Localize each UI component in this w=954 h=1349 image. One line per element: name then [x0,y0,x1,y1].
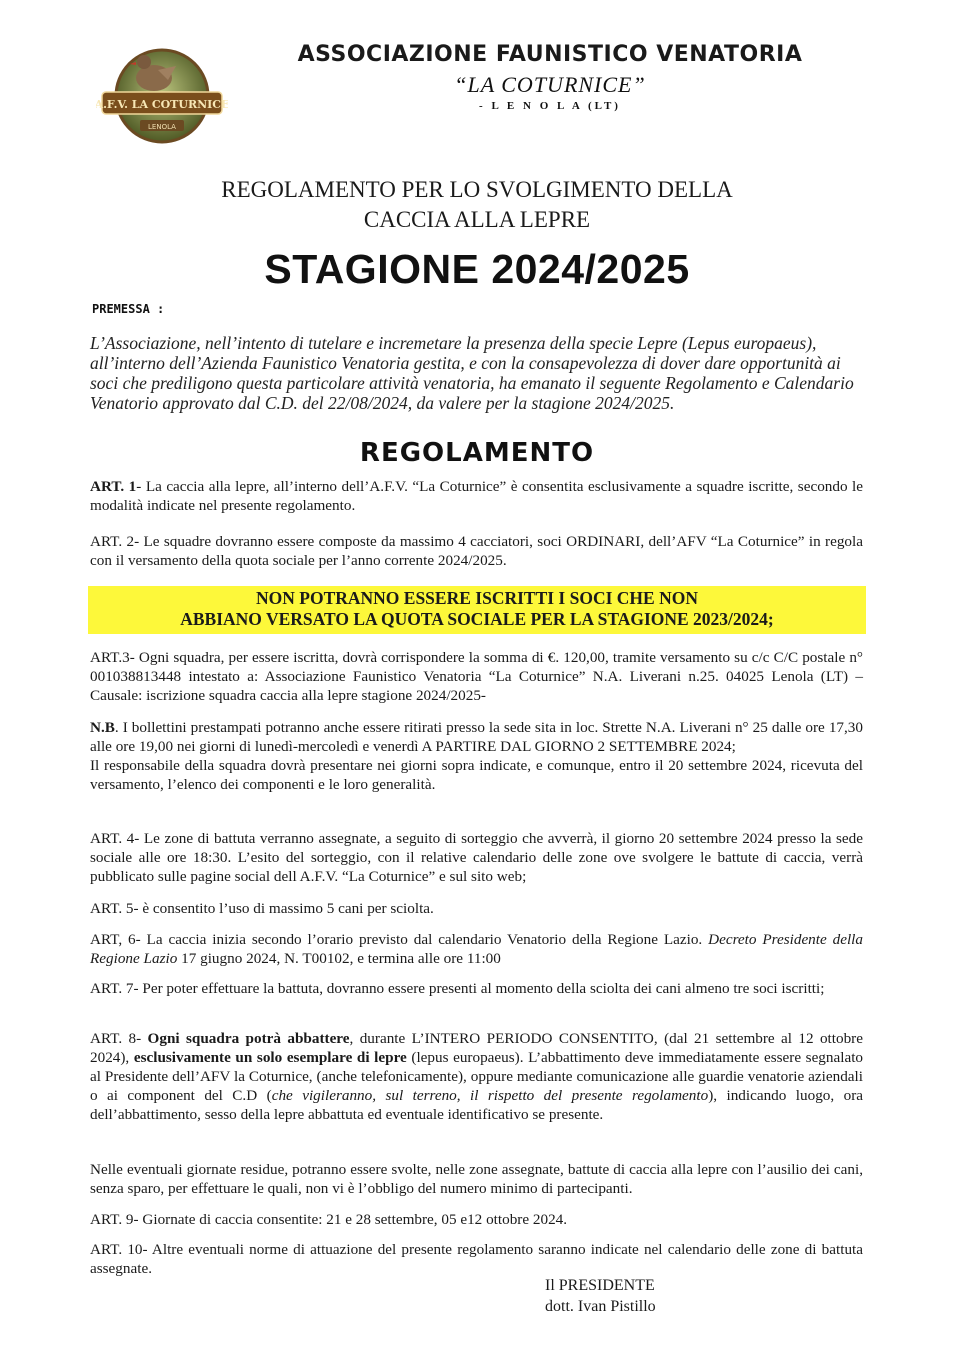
season-title: STAGIONE 2024/2025 [264,246,690,292]
art8-paragraph [90,1029,863,1124]
nb-text2: Il responsabile della squadra dovrà presentare nei giorni sopra indicate, e comunque, entro il 20 settembre 2024, ricevuta del versamento, l’elenco dei componenti e le loro generalità. [90,757,863,793]
art8-text3: ), indicando luogo, ora dell’abbattimento, sesso della lepre abbattuta ed eventuale identificativo se presente. [90,1087,864,1123]
premessa-label: PREMESSA : [92,302,165,316]
art8-text1: , durante L’INTERO PERIODO CONSENTITO, (dal 21 settembre al 12 ottobre 2024), [90,1030,863,1066]
art6-text-a: ART, 6- La caccia inizia secondo l’orario previsto dal calendario Venatorio della Regione Lazio. [90,931,709,948]
art7-paragraph: ART. 7- Per poter effettuare la battuta, dovranno essere presenti al momento della sciolta dei cani almeno tre soci iscritti; [90,980,825,997]
nb-paragraph [90,718,863,794]
art1-paragraph [90,477,863,515]
signature-name: dott. Ivan Pistillo [545,1298,656,1315]
banner-line1: NON POTRANNO ESSERE ISCRITTI I SOCI CHE NON [256,588,698,608]
art8-label: ART. 8- [90,1030,148,1047]
art10-paragraph: ART. 10- Altre eventuali norme di attuazione del presente regolamento saranno indicate nel calendario delle zone di battuta assegnate. [90,1241,863,1277]
nb-label: N.B [90,719,115,736]
signature-role: Il PRESIDENTE [545,1277,655,1294]
nb-text: . I bollettini prestampati potranno anche essere ritirati presso la sede sita in loc. Strette N.A. Liverani n° 25 dalle ore 17,30 alle ore 19,00 nei giorni di lunedì-mercoledì e venerdì A PARTIRE DAL GIORNO 2 SETTEMBRE 2024; [90,719,863,755]
document-title-line2: CACCIA ALLA LEPRE [363,207,591,232]
logo-subtext: LENOLA [148,123,176,131]
art2-paragraph: ART. 2- Le squadre dovranno essere composte da massimo 4 cacciatori, soci ORDINARI, dell’AFV “La Coturnice” in regola con il versamento della quota sociale per l’anno corrente 2024/2025. [90,533,863,569]
art8-bold1: Ogni squadra potrà abbattere [147,1030,350,1047]
art6-text-b: 17 giugno 2024, N. T00102, e termina alle ore 11:00 [177,950,501,967]
warning-banner [88,586,866,634]
art6-paragraph [90,930,863,968]
art6-decree: Decreto Presidente della Regione Lazio [90,931,863,967]
org-name: ASSOCIAZIONE FAUNISTICO VENATORIA [297,42,803,67]
document-title-line1: REGOLAMENTO PER LO SVOLGIMENTO DELLA [221,177,733,202]
art8-text2: (lepus europaeus). L’abbattimento deve immediatamente essere segnalato al Presidente dell’AFV la Coturnice, (anche telefonicamente), oppure mediante comunicazione alle guardie venatorie aziendali o ai component del C.D ( [90,1049,864,1104]
art1-text: - La caccia alla lepre, all’interno dell’A.F.V. “La Coturnice” è consentita esclusivamente a squadre iscritte, secondo le modalità indicate nel presente regolamento. [90,478,864,514]
art5-paragraph: ART. 5- è consentito l’uso di massimo 5 cani per sciolta. [90,900,434,917]
art4-paragraph: ART. 4- Le zone di battuta verranno assegnate, a seguito di sorteggio che avverrà, il giorno 20 settembre 2024 presso la sede sociale alle ore 18:30. L’esito del sorteggio, con il relative calendario delle zone ove svolgere le battute di caccia, verrà pubblicato sulle pagine social dell A.F.V. “La Coturnice” e sul sito web; [90,830,863,885]
residue-paragraph: Nelle eventuali giornate residue, potranno essere svolte, nelle zone assegnate, battute di caccia alla lepre con l’ausilio dei cani, senza sparo, per effettuare le quali, non vi è l’obbligo del numero minimo di partecipanti. [90,1161,863,1197]
art3-paragraph: ART.3- Ogni squadra, per essere iscritta, dovrà corrispondere la somma di €. 120,00, tramite versamento su c/c C/C postale n° 001038813448 intestato a: Associazione Faunistico Venatoria “La Coturnice” N.A. Liverani n.25. 04025 Lenola (LT) – Causale: iscrizione squadra caccia alla lepre stagione 2024/2025- [90,649,863,704]
banner-line2: ABBIANO VERSATO LA QUOTA SOCIALE PER LA STAGIONE 2023/2024; [180,609,774,629]
art1-label: ART. 1 [90,478,137,495]
art8-bold2: esclusivamente un solo esemplare di lepre [133,1049,407,1066]
logo-text: A.F.V. LA COTURNICE [96,98,228,111]
section-title: REGOLAMENTO [359,438,595,468]
art9-paragraph: ART. 9- Giornate di caccia consentite: 21 e 28 settembre, 05 e12 ottobre 2024. [90,1211,568,1228]
org-location: - L E N O L A (LT) [479,100,621,112]
org-subtitle: “LA COTURNICE” [454,72,646,97]
art8-italic1: che vigileranno, sul terreno, il rispetto del presente regolamento [271,1087,709,1104]
association-logo [96,40,228,146]
premessa-text: L’Associazione, nell’intento di tutelare e incremetare la presenza della specie Lepre (Lepus europaeus), all’interno dell’Azienda Faunistico Venatoria gestita, e con la consapevolezza di dover dare opportunità ai soci che prediligono questa particolare attività venatoria, ha emanato il seguente Regolamento e Calendario Venatorio approvato dal C.D. del 22/08/2024, da valere per la stagione 2024/2025. [90,333,854,413]
